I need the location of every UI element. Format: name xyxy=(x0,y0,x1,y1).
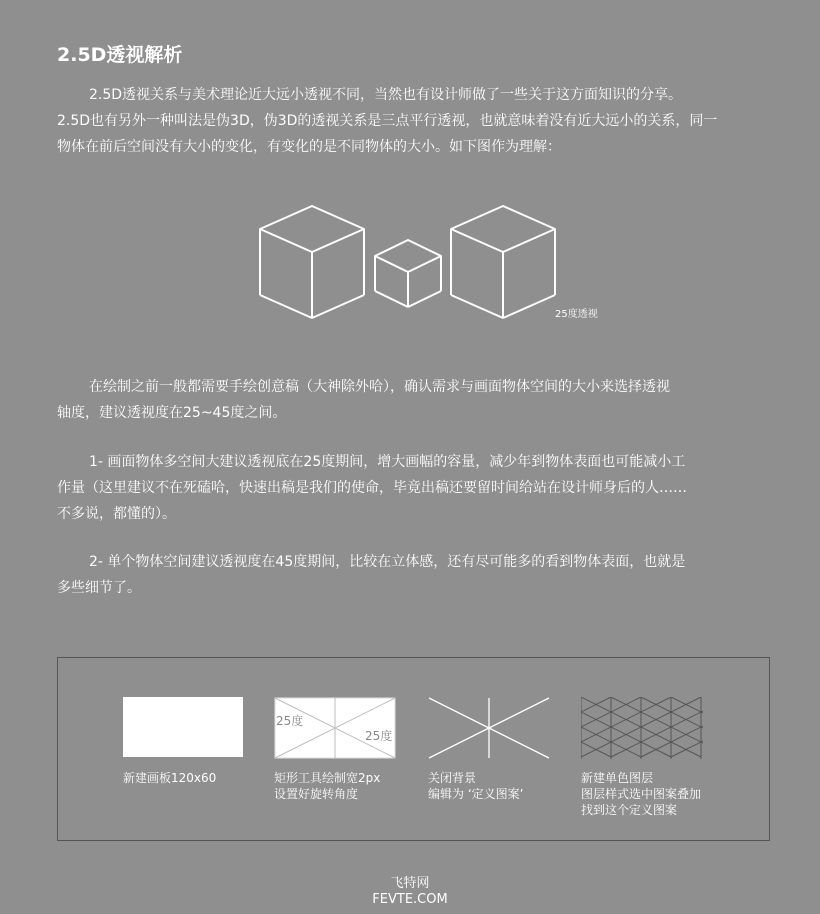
angle-label-bottom: 25度 xyxy=(365,729,393,743)
step-1-caption: 新建画板120x60 xyxy=(123,771,217,785)
pattern-lines-icon xyxy=(428,697,550,759)
footer-site-name: 飞特网 xyxy=(390,876,430,891)
angle-label-top: 25度 xyxy=(276,714,304,728)
step-2-caption-1: 矩形工具绘制宽2px xyxy=(274,771,381,785)
paragraph-4 xyxy=(57,549,685,601)
paragraph-2-line-1: 在绘制之前一般都需要手绘创意稿（大神除外哈），确认需求与画面物体空间的大小来选择透视 xyxy=(89,379,670,395)
step-4-caption-2: 图层样式选中图案叠加 xyxy=(581,787,702,801)
intro-line-3: 物体在前后空间没有大小的变化，有变化的是不同物体的大小。如下图作为理解： xyxy=(57,139,561,155)
step-3-caption-2: 编辑为 ‘定义图案’ xyxy=(428,787,524,801)
paragraph-4-line-1: 2- 单个物体空间建议透视度在45度期间，比较在立体感，还有尽可能多的看到物体表面，也就是 xyxy=(89,554,686,570)
step-2-caption-2: 设置好旋转角度 xyxy=(274,787,359,801)
paragraph-3-line-1: 1- 画面物体多空间大建议透视底在25度期间，增大画幅的容量，减少年到物体表面也可能减小工 xyxy=(89,454,686,470)
step-4-caption-1: 新建单色图层 xyxy=(581,771,654,785)
paragraph-4-line-2: 多些细节了。 xyxy=(57,580,141,596)
footer-site-url: FEVTE.COM xyxy=(372,892,448,907)
step-4-caption-3: 找到这个定义图案 xyxy=(581,803,678,817)
intro-line-1: 2.5D透视关系与美术理论近大远小透视不同，当然也有设计师做了一些关于这方面知识的分享。 xyxy=(89,87,683,103)
intro-line-2: 2.5D也有另外一种叫法是伪3D，伪3D的透视关系是三点平行透视，也就意味着没有近大远小的关系，同一 xyxy=(57,113,718,129)
isometric-grid-icon xyxy=(581,697,703,759)
paragraph-3-line-3: 不多说，都懂的）。 xyxy=(57,506,176,522)
paragraph-3 xyxy=(57,449,687,527)
small-cube-center xyxy=(375,240,441,307)
large-cube-right xyxy=(451,206,555,318)
section-title: 2.5D透视解析 xyxy=(57,44,183,66)
paragraph-2 xyxy=(57,374,670,426)
paragraph-2-line-2: 轴度，建议透视度在25~45度之间。 xyxy=(57,405,287,421)
step-3-caption-1: 关闭背景 xyxy=(428,771,477,785)
paragraph-3-line-2: 作量（这里建议不在死磕哈，快速出稿是我们的使命，毕竟出稿还要留时间给站在设计师身后的人…… xyxy=(57,480,687,496)
artboard-rect xyxy=(123,697,243,757)
large-cube-left xyxy=(260,206,364,318)
cube-angle-label: 25度透视 xyxy=(555,309,598,320)
